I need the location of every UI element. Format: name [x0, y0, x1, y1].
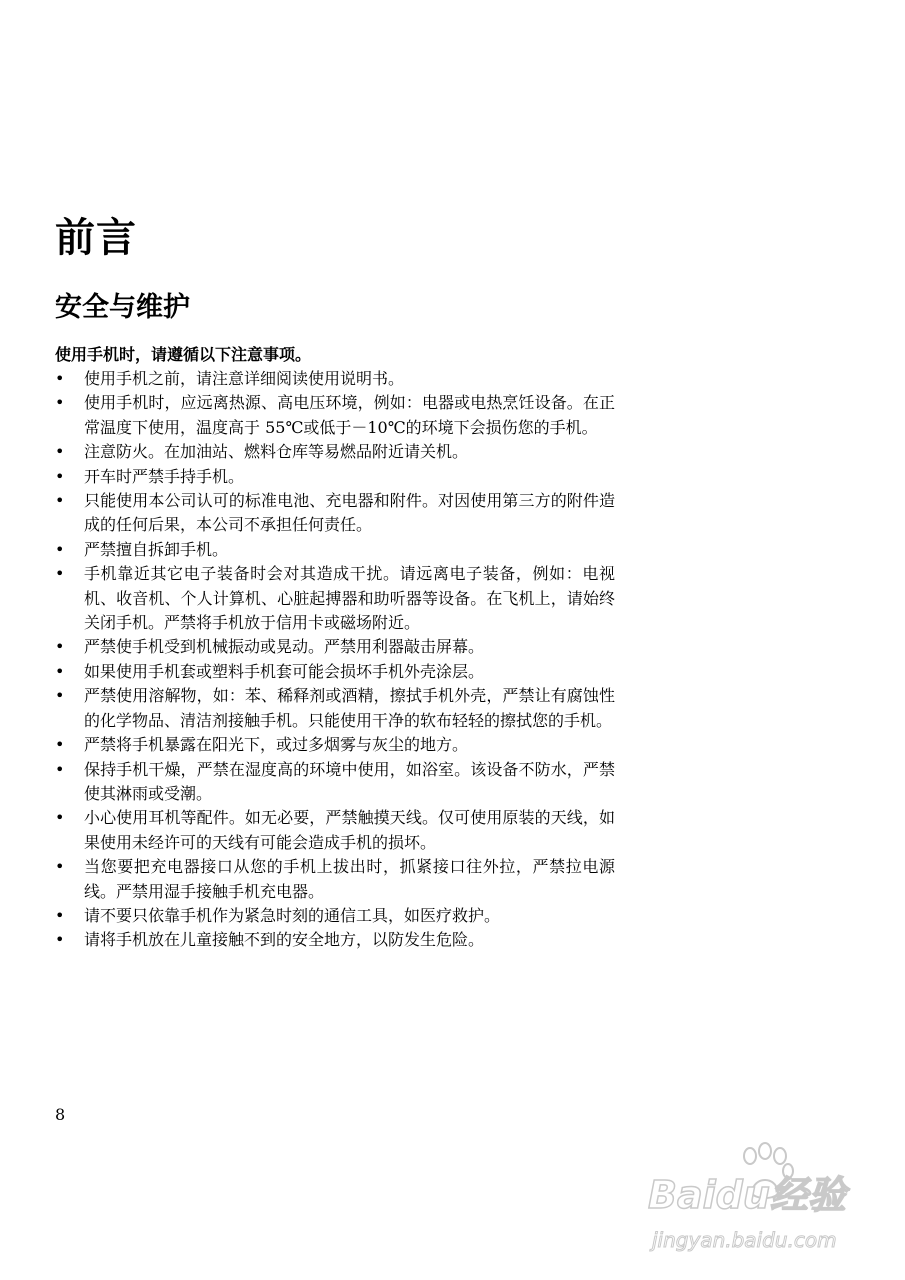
safety-notes-list — [55, 367, 615, 953]
bullet-icon: • — [55, 539, 65, 559]
list-item — [55, 635, 615, 659]
note-text: 严禁使手机受到机械振动或晃动。严禁用利器敲击屏幕。 — [84, 637, 485, 657]
note-text: 小心使用耳机等配件。如无必要，严禁触摸天线。仅可使用原装的天线，如果使用未经许可的天线有可能会造成手机的损坏。 — [84, 808, 615, 852]
note-text: 请将手机放在儿童接触不到的安全地方，以防发生危险。 — [84, 930, 485, 950]
note-text: 开车时严禁手持手机。 — [84, 466, 245, 486]
intro-text: 使用手机时，请遵循以下注意事项。 — [55, 345, 312, 364]
list-item — [55, 904, 615, 928]
note-text: 保持手机干燥，严禁在湿度高的环境中使用，如浴室。该设备不防水，严禁使其淋雨或受潮。 — [84, 759, 615, 803]
bullet-icon: • — [55, 759, 65, 779]
bullet-icon: • — [55, 491, 65, 511]
list-item — [55, 733, 615, 757]
bullet-icon: • — [55, 661, 65, 681]
bullet-icon: • — [55, 564, 65, 584]
baidu-jingyan-watermark — [648, 1142, 888, 1272]
bullet-icon: • — [55, 637, 65, 657]
bullet-icon: • — [55, 466, 65, 486]
section-title: 安全与维护 — [55, 292, 190, 323]
bullet-icon: • — [55, 442, 65, 462]
list-item — [55, 391, 615, 440]
note-text: 只能使用本公司认可的标准电池、充电器和附件。对因使用第三方的附件造成的任何后果，本公司不承担任何责任。 — [84, 491, 615, 535]
watermark-url: jingyan.baidu.com — [652, 1228, 837, 1252]
list-item — [55, 855, 615, 904]
bullet-icon: • — [55, 905, 65, 925]
bullet-icon: • — [55, 686, 65, 706]
bullet-icon: • — [55, 393, 65, 413]
list-item — [55, 806, 615, 855]
list-item — [55, 538, 615, 562]
bullet-icon: • — [55, 808, 65, 828]
list-item — [55, 660, 615, 684]
list-item — [55, 928, 615, 952]
bullet-icon: • — [55, 369, 65, 388]
watermark-logo-text: Baidu经验 — [648, 1173, 846, 1217]
list-item — [55, 465, 615, 489]
page-title: 前言 — [55, 215, 137, 261]
list-item — [55, 758, 615, 807]
note-text: 严禁将手机暴露在阳光下，或过多烟雾与灰尘的地方。 — [84, 735, 469, 755]
note-text: 严禁擅自拆卸手机。 — [84, 539, 229, 559]
bullet-icon: • — [55, 857, 65, 877]
list-item — [55, 684, 615, 733]
note-text: 使用手机之前，请注意详细阅读使用说明书。 — [84, 369, 405, 388]
note-text: 请不要只依靠手机作为紧急时刻的通信工具，如医疗救护。 — [84, 905, 501, 925]
note-text: 如果使用手机套或塑料手机套可能会损坏手机外壳涂层。 — [84, 661, 485, 681]
note-text: 当您要把充电器接口从您的手机上拔出时，抓紧接口往外拉，严禁拉电源线。严禁用湿手接触手机充电器。 — [84, 857, 615, 901]
list-item — [55, 367, 615, 391]
list-item — [55, 489, 615, 538]
bullet-icon: • — [55, 735, 65, 755]
list-item — [55, 440, 615, 464]
bullet-icon: • — [55, 930, 65, 950]
list-item — [55, 562, 615, 635]
page-number: 8 — [55, 1105, 66, 1124]
note-text: 注意防火。在加油站、燃料仓库等易燃品附近请关机。 — [84, 442, 469, 462]
note-text: 使用手机时，应远离热源、高电压环境，例如：电器或电热烹饪设备。在正常温度下使用，温度高于 55℃或低于－10℃的环境下会损伤您的手机。 — [84, 393, 615, 437]
note-text: 严禁使用溶解物，如：苯、稀释剂或酒精，擦拭手机外壳，严禁让有腐蚀性的化学物品、清洁剂接触手机。只能使用干净的软布轻轻的擦拭您的手机。 — [84, 686, 615, 730]
note-text: 手机靠近其它电子装备时会对其造成干扰。请远离电子装备，例如：电视机、收音机、个人计算机、心脏起搏器和助听器等设备。在飞机上，请始终关闭手机。严禁将手机放于信用卡或磁场附近。 — [84, 564, 615, 633]
